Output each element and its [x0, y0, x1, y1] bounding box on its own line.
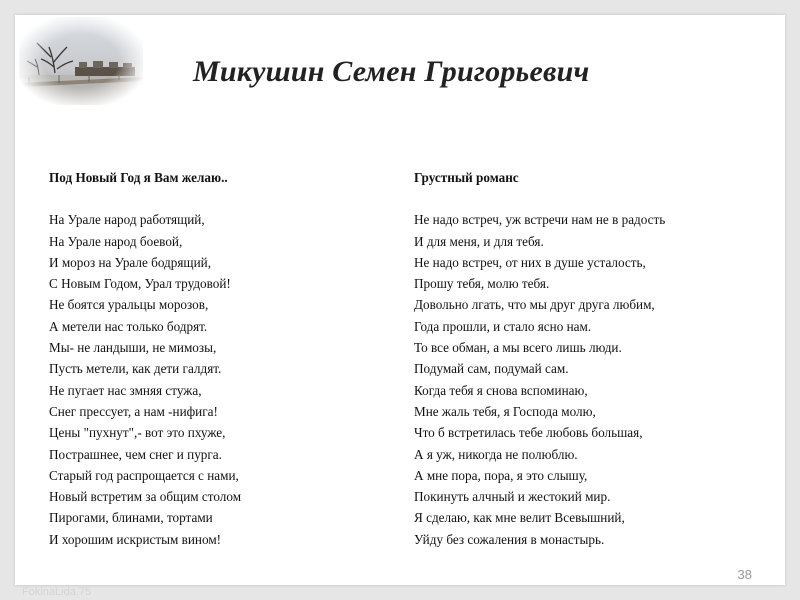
poem-line: Пирогами, блинами, тортами — [49, 510, 213, 526]
watermark: FokinaLida.75 — [22, 586, 92, 598]
poem-line: А я уж, никогда не полюблю. — [414, 446, 578, 462]
poem-line: И для меня, и для тебя. — [414, 233, 544, 249]
poem-line: Мне жаль тебя, я Господа молю, — [414, 403, 596, 419]
poem-line: Не надо встреч, от них в душе усталость, — [414, 254, 646, 270]
page-number: 38 — [737, 567, 752, 582]
poem-line: Уйду без сожаления в монастырь. — [414, 531, 605, 547]
poem-line: То все обман, а мы всего лишь люди. — [414, 340, 622, 356]
poem-line: На Урале народ боевой, — [49, 233, 183, 249]
poem-line: Новый встретим за общим столом — [49, 489, 242, 505]
poem-line: Мы- не ландыши, не мимозы, — [49, 340, 217, 356]
poem-line: Пусть метели, как дети галдят. — [49, 361, 222, 377]
poem-line: Цены "пухнут",- вот это пхуже, — [49, 425, 226, 441]
poem-line: И мороз на Урале бодрящий, — [49, 254, 211, 270]
poem-line: Прошу тебя, молю тебя. — [414, 276, 550, 292]
poem-line: И хорошим искристым вином! — [49, 531, 222, 547]
poem-line: Довольно лгать, что мы друг друга любим, — [414, 297, 655, 313]
poem-line: Не боятся уральцы морозов, — [49, 297, 209, 313]
poem-line: На Урале народ работящий, — [49, 212, 205, 228]
poem-line: Что б встретилась тебе любовь большая, — [414, 425, 643, 441]
poem-line: Снег прессует, а нам -нифига! — [49, 403, 218, 419]
page-title: Микушин Семен Григорьевич — [193, 55, 590, 88]
poem-line: Пострашнее, чем снег и пурга. — [49, 446, 222, 462]
poem-line: Не надо встреч, уж встречи нам не в радость — [414, 212, 666, 228]
winter-landscape-icon — [19, 17, 143, 105]
slide — [15, 15, 785, 585]
right-poem — [414, 167, 665, 550]
poem-line: Когда тебя я снова вспоминаю, — [414, 382, 588, 398]
poem-line: Года прошли, и стало ясно нам. — [414, 318, 592, 334]
poem-line: С Новым Годом, Урал трудовой! — [49, 276, 231, 292]
poem-line: Я сделаю, как мне велит Всевышний, — [414, 510, 625, 526]
poem-line: А метели нас только бодрят. — [49, 318, 208, 334]
poem-line: Покинуть алчный и жестокий мир. — [414, 489, 611, 505]
poem-line: Старый год распрощается с нами, — [49, 467, 239, 483]
left-poem-title: Под Новый Год я Вам желаю.. — [49, 170, 228, 185]
right-poem-title: Грустный романс — [414, 170, 519, 185]
poem-line: А мне пора, пора, я это слышу, — [414, 467, 588, 483]
left-poem — [49, 167, 241, 550]
poem-line: Подумай сам, подумай сам. — [414, 361, 569, 377]
poem-line: Не пугает нас змняя стужа, — [49, 382, 202, 398]
